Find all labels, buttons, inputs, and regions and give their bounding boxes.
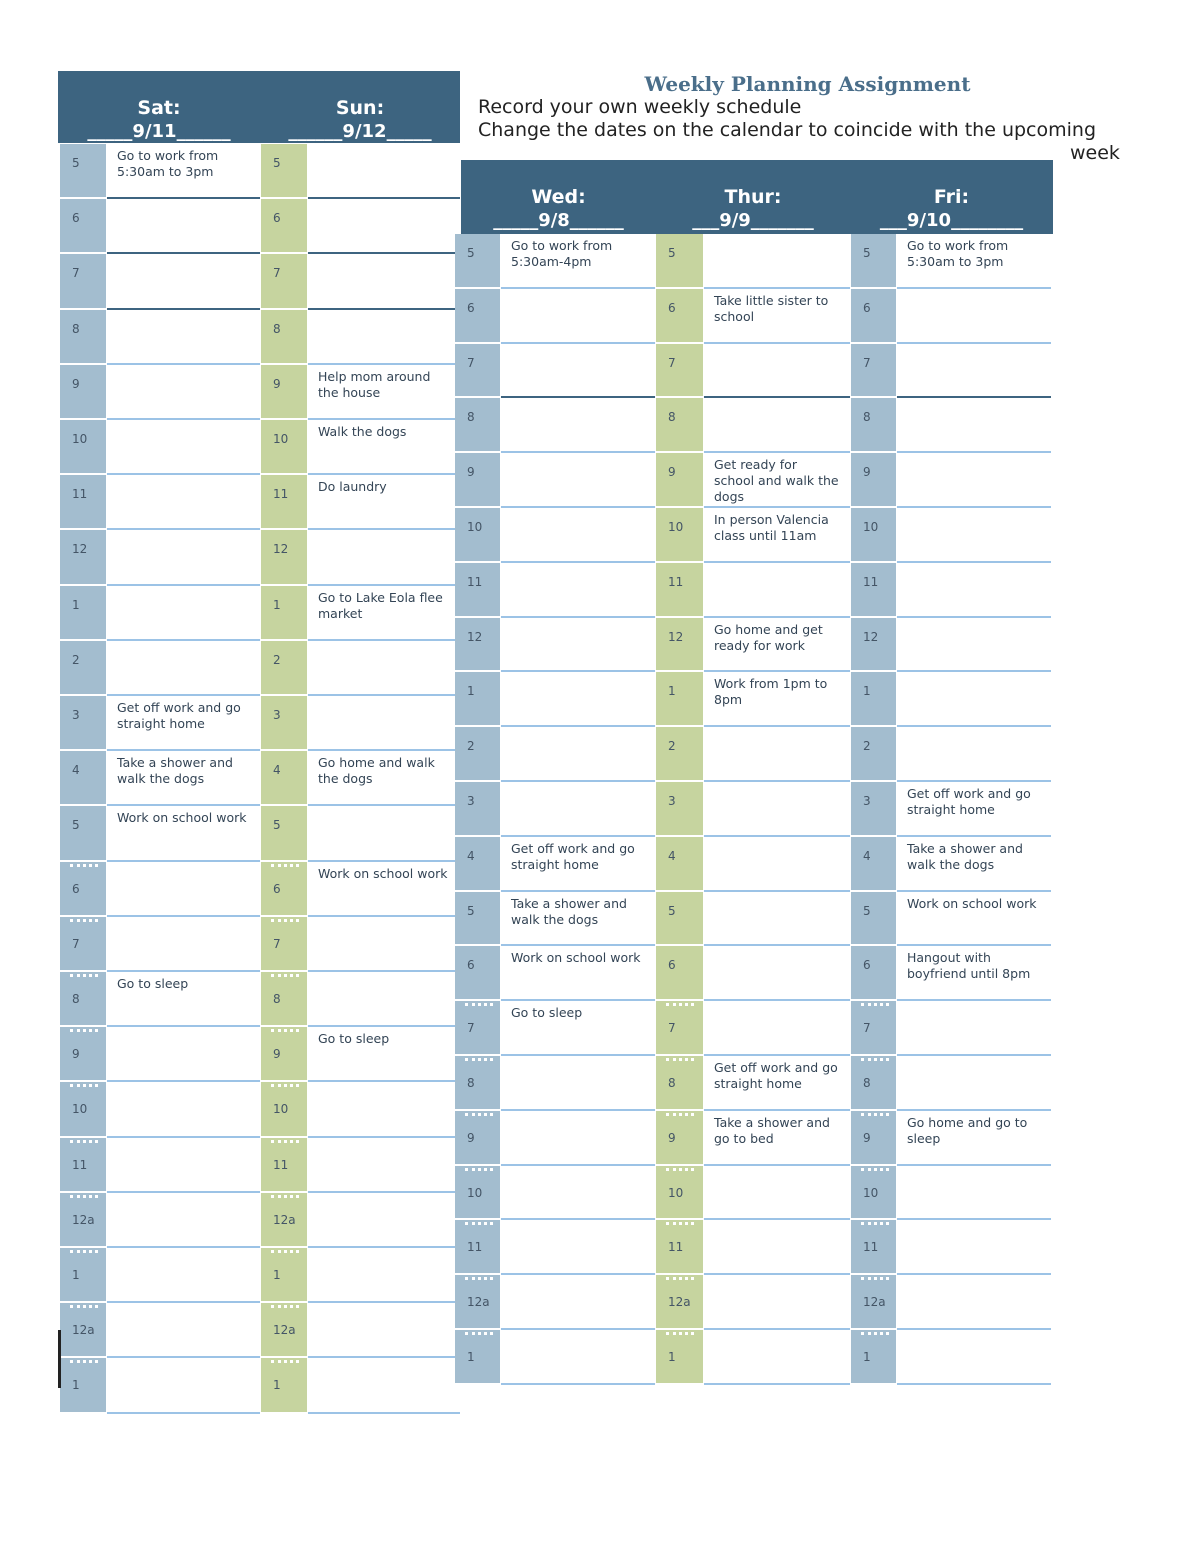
sat-entry[interactable] [107, 1193, 260, 1246]
thur-day-name: Thur: [724, 186, 782, 208]
wed-date[interactable]: _____9/8______ [493, 210, 624, 231]
wed-entry[interactable] [501, 782, 655, 835]
thur-entry[interactable]: Get ready for school and walk the dogs [704, 453, 850, 506]
sun-hour-label: 1 [261, 1248, 307, 1301]
thur-entry[interactable] [704, 782, 850, 835]
sat-hour-label: 11 [60, 1138, 106, 1191]
time-tick-icon [271, 919, 299, 922]
thur-entry[interactable] [704, 563, 850, 616]
wed-hour-label: 4 [455, 837, 500, 890]
wed-day-name: Wed: [531, 186, 586, 208]
sat-hour-label: 4 [60, 751, 106, 804]
wed-hour-label: 7 [455, 344, 500, 397]
fri-entry[interactable] [897, 289, 1051, 342]
sat-entry[interactable]: Go to sleep [107, 972, 260, 1025]
fri-hour-label: 1 [851, 672, 896, 725]
thur-entry[interactable]: Take little sister to school [704, 289, 850, 342]
wed-entry[interactable] [501, 1275, 655, 1328]
sat-hour-label: 6 [60, 862, 106, 915]
sun-hour-label: 8 [261, 310, 307, 363]
sat-hour-label: 6 [60, 199, 106, 252]
thur-entry[interactable] [704, 946, 850, 999]
left-border [58, 1330, 61, 1388]
sat-entry[interactable]: Take a shower and walk the dogs [107, 751, 260, 804]
wed-entry[interactable] [501, 344, 655, 397]
sun-day-name: Sun: [335, 97, 385, 119]
sun-hour-label: 9 [261, 1027, 307, 1080]
time-tick-icon [666, 1277, 694, 1280]
sun-hour-label: 8 [261, 972, 307, 1025]
fri-entry[interactable] [897, 508, 1051, 561]
wed-hour-label: 5 [455, 892, 500, 945]
wed-entry[interactable]: Go to work from 5:30am-4pm [501, 234, 655, 287]
time-tick-icon [666, 1332, 694, 1335]
sat-entry[interactable] [107, 1027, 260, 1080]
sat-hour-label: 9 [60, 1027, 106, 1080]
time-tick-icon [70, 1360, 98, 1363]
thur-entry[interactable] [704, 837, 850, 890]
wed-entry[interactable] [501, 1056, 655, 1109]
sat-entry[interactable] [107, 310, 260, 363]
thur-entry[interactable] [704, 1166, 850, 1219]
sat-hour-label: 1 [60, 586, 106, 639]
time-tick-icon [861, 1332, 889, 1335]
fri-entry[interactable] [897, 1001, 1051, 1054]
sun-hour-label: 11 [261, 475, 307, 528]
thur-entry[interactable] [704, 234, 850, 287]
wed-entry[interactable]: Go to sleep [501, 1001, 655, 1054]
fri-hour-label: 7 [851, 344, 896, 397]
sat-hour-label: 10 [60, 420, 106, 473]
sun-hour-label: 1 [261, 586, 307, 639]
time-tick-icon [861, 1003, 889, 1006]
fri-hour-label: 8 [851, 1056, 896, 1109]
sun-entry[interactable] [308, 1138, 460, 1191]
sat-entry[interactable] [107, 420, 260, 473]
fri-entry[interactable] [897, 672, 1051, 725]
thur-hour-label: 5 [656, 234, 703, 287]
sat-hour-label: 12a [60, 1193, 106, 1246]
sun-entry[interactable] [308, 1303, 460, 1356]
sat-entry[interactable] [107, 365, 260, 418]
thur-hour-label: 1 [656, 672, 703, 725]
sat-entry[interactable] [107, 199, 260, 252]
fri-entry[interactable] [897, 344, 1051, 397]
sat-hour-label: 8 [60, 310, 106, 363]
fri-entry[interactable] [897, 1330, 1051, 1383]
thur-entry[interactable]: Take a shower and go to bed [704, 1111, 850, 1164]
wed-header [461, 160, 656, 234]
sat-entry[interactable] [107, 641, 260, 694]
wed-entry[interactable] [501, 508, 655, 561]
page-title: Weekly Planning Assignment [644, 72, 971, 96]
time-tick-icon [465, 1003, 493, 1006]
fri-entry[interactable] [897, 1056, 1051, 1109]
sun-hour-label: 7 [261, 254, 307, 307]
sun-entry[interactable] [308, 806, 460, 859]
thur-entry[interactable] [704, 1220, 850, 1273]
thur-hour-label: 8 [656, 398, 703, 451]
sun-entry[interactable] [308, 1358, 460, 1411]
fri-entry[interactable] [897, 1166, 1051, 1219]
fri-date[interactable]: ___9/10________ [879, 210, 1024, 231]
time-tick-icon [271, 1140, 299, 1143]
instruction-line-1: Record your own weekly schedule [478, 96, 802, 118]
fri-entry[interactable]: Get off work and go straight home [897, 782, 1051, 835]
sun-entry[interactable] [308, 1248, 460, 1301]
sat-entry[interactable] [107, 1303, 260, 1356]
wed-hour-label: 2 [455, 727, 500, 780]
time-tick-icon [465, 1332, 493, 1335]
time-tick-icon [70, 1029, 98, 1032]
thur-entry[interactable] [704, 1330, 850, 1383]
sun-entry[interactable] [308, 310, 460, 363]
sat-entry[interactable] [107, 1248, 260, 1301]
sat-hour-label: 1 [60, 1358, 106, 1411]
sat-entry[interactable] [107, 1082, 260, 1135]
sat-hour-label: 2 [60, 641, 106, 694]
time-tick-icon [666, 1113, 694, 1116]
sun-hour-label: 11 [261, 1138, 307, 1191]
thur-header [656, 160, 850, 234]
time-tick-icon [271, 1195, 299, 1198]
fri-hour-label: 12 [851, 618, 896, 671]
thur-entry[interactable] [704, 727, 850, 780]
wed-hour-label: 9 [455, 453, 500, 506]
thur-row-divider [704, 1383, 850, 1385]
wed-hour-label: 7 [455, 1001, 500, 1054]
thur-hour-label: 7 [656, 344, 703, 397]
time-tick-icon [861, 1277, 889, 1280]
sun-header [260, 71, 460, 143]
fri-hour-label: 12a [851, 1275, 896, 1328]
sun-entry[interactable] [308, 696, 460, 749]
wed-entry[interactable] [501, 453, 655, 506]
time-tick-icon [271, 1250, 299, 1253]
wed-entry[interactable] [501, 563, 655, 616]
thur-entry[interactable]: Work from 1pm to 8pm [704, 672, 850, 725]
fri-row-divider [897, 1383, 1051, 1385]
thur-entry[interactable]: In person Valencia class until 11am [704, 508, 850, 561]
time-tick-icon [271, 1084, 299, 1087]
sun-entry[interactable]: Go to sleep [308, 1027, 460, 1080]
time-tick-icon [271, 1029, 299, 1032]
fri-hour-label: 7 [851, 1001, 896, 1054]
time-tick-icon [70, 1250, 98, 1253]
fri-hour-label: 9 [851, 1111, 896, 1164]
thur-hour-label: 7 [656, 1001, 703, 1054]
sat-entry[interactable] [107, 530, 260, 583]
sat-date[interactable]: _____9/11______ [87, 121, 231, 142]
thur-hour-label: 3 [656, 782, 703, 835]
wed-entry[interactable] [501, 1111, 655, 1164]
time-tick-icon [465, 1222, 493, 1225]
time-tick-icon [271, 864, 299, 867]
fri-hour-label: 3 [851, 782, 896, 835]
time-tick-icon [666, 1222, 694, 1225]
time-tick-icon [70, 1305, 98, 1308]
time-tick-icon [666, 1003, 694, 1006]
sun-hour-label: 5 [261, 806, 307, 859]
sat-hour-label: 3 [60, 696, 106, 749]
wed-hour-label: 9 [455, 1111, 500, 1164]
thur-entry[interactable] [704, 1275, 850, 1328]
time-tick-icon [465, 1277, 493, 1280]
sat-hour-label: 1 [60, 1248, 106, 1301]
sat-entry[interactable] [107, 254, 260, 307]
time-tick-icon [70, 919, 98, 922]
wed-entry[interactable] [501, 1220, 655, 1273]
sat-entry[interactable] [107, 1138, 260, 1191]
sun-row-divider [308, 1412, 460, 1414]
thur-hour-label: 9 [656, 453, 703, 506]
wed-hour-label: 1 [455, 672, 500, 725]
sun-hour-label: 6 [261, 862, 307, 915]
fri-hour-label: 2 [851, 727, 896, 780]
fri-hour-label: 5 [851, 234, 896, 287]
fri-hour-label: 5 [851, 892, 896, 945]
fri-hour-label: 6 [851, 289, 896, 342]
thur-hour-label: 12 [656, 618, 703, 671]
wed-hour-label: 10 [455, 1166, 500, 1219]
sun-hour-label: 12 [261, 530, 307, 583]
thur-hour-label: 9 [656, 1111, 703, 1164]
wed-entry[interactable] [501, 727, 655, 780]
wed-entry[interactable] [501, 289, 655, 342]
fri-entry[interactable]: Take a shower and walk the dogs [897, 837, 1051, 890]
fri-hour-label: 8 [851, 398, 896, 451]
wed-entry[interactable] [501, 1330, 655, 1383]
sun-entry[interactable] [308, 1193, 460, 1246]
time-tick-icon [70, 974, 98, 977]
time-tick-icon [666, 1168, 694, 1171]
time-tick-icon [271, 974, 299, 977]
thur-entry[interactable] [704, 1001, 850, 1054]
thur-hour-label: 1 [656, 1330, 703, 1383]
sun-hour-label: 12a [261, 1303, 307, 1356]
sun-entry[interactable] [308, 530, 460, 583]
fri-entry[interactable]: Go to work from 5:30am to 3pm [897, 234, 1051, 287]
sun-hour-label: 9 [261, 365, 307, 418]
sat-entry[interactable] [107, 586, 260, 639]
wed-entry[interactable]: Get off work and go straight home [501, 837, 655, 890]
wed-entry[interactable] [501, 398, 655, 451]
sun-entry[interactable] [308, 199, 460, 252]
wed-entry[interactable]: Take a shower and walk the dogs [501, 892, 655, 945]
sat-hour-label: 12a [60, 1303, 106, 1356]
fri-hour-label: 4 [851, 837, 896, 890]
thur-hour-label: 6 [656, 946, 703, 999]
thur-entry[interactable]: Get off work and go straight home [704, 1056, 850, 1109]
sun-hour-label: 10 [261, 1082, 307, 1135]
fri-hour-label: 11 [851, 563, 896, 616]
fri-entry[interactable]: Go home and go to sleep [897, 1111, 1051, 1164]
thur-hour-label: 11 [656, 563, 703, 616]
fri-entry[interactable]: Work on school work [897, 892, 1051, 945]
sat-day-name: Sat: [137, 97, 181, 119]
fri-entry[interactable] [897, 453, 1051, 506]
thur-hour-label: 12a [656, 1275, 703, 1328]
sun-hour-label: 5 [261, 144, 307, 197]
sat-hour-label: 5 [60, 144, 106, 197]
wed-hour-label: 6 [455, 289, 500, 342]
sun-entry[interactable] [308, 972, 460, 1025]
wed-entry[interactable] [501, 672, 655, 725]
sat-hour-label: 7 [60, 917, 106, 970]
instruction-line-3: week [1070, 142, 1120, 164]
time-tick-icon [70, 1084, 98, 1087]
time-tick-icon [70, 864, 98, 867]
fri-hour-label: 9 [851, 453, 896, 506]
thur-hour-label: 4 [656, 837, 703, 890]
fri-hour-label: 6 [851, 946, 896, 999]
fri-hour-label: 1 [851, 1330, 896, 1383]
wed-entry[interactable]: Work on school work [501, 946, 655, 999]
sun-hour-label: 4 [261, 751, 307, 804]
time-tick-icon [465, 1058, 493, 1061]
wed-hour-label: 11 [455, 563, 500, 616]
sat-entry[interactable] [107, 917, 260, 970]
sun-entry[interactable] [308, 144, 460, 197]
thur-entry[interactable] [704, 892, 850, 945]
sun-hour-label: 6 [261, 199, 307, 252]
time-tick-icon [465, 1113, 493, 1116]
sun-entry[interactable]: Do laundry [308, 475, 460, 528]
wed-hour-label: 12a [455, 1275, 500, 1328]
fri-entry[interactable] [897, 563, 1051, 616]
sun-entry[interactable] [308, 1082, 460, 1135]
sat-header [58, 71, 260, 143]
fri-entry[interactable] [897, 618, 1051, 671]
sun-entry[interactable]: Go to Lake Eola flee market [308, 586, 460, 639]
sun-date[interactable]: ______9/12_____ [288, 121, 432, 142]
sun-entry[interactable] [308, 917, 460, 970]
sat-entry[interactable] [107, 1358, 260, 1411]
time-tick-icon [861, 1113, 889, 1116]
sun-entry[interactable]: Help mom around the house [308, 365, 460, 418]
sun-entry[interactable]: Go home and walk the dogs [308, 751, 460, 804]
wed-hour-label: 12 [455, 618, 500, 671]
sat-hour-label: 9 [60, 365, 106, 418]
sun-hour-label: 2 [261, 641, 307, 694]
wed-entry[interactable] [501, 1166, 655, 1219]
time-tick-icon [271, 1360, 299, 1363]
fri-hour-label: 11 [851, 1220, 896, 1273]
thur-entry[interactable] [704, 398, 850, 451]
thur-hour-label: 11 [656, 1220, 703, 1273]
fri-entry[interactable] [897, 727, 1051, 780]
wed-hour-label: 10 [455, 508, 500, 561]
time-tick-icon [70, 1195, 98, 1198]
wed-hour-label: 8 [455, 1056, 500, 1109]
fri-header [850, 160, 1053, 234]
sun-hour-label: 1 [261, 1358, 307, 1411]
thur-hour-label: 6 [656, 289, 703, 342]
time-tick-icon [861, 1222, 889, 1225]
time-tick-icon [861, 1168, 889, 1171]
fri-hour-label: 10 [851, 508, 896, 561]
sat-entry[interactable] [107, 862, 260, 915]
fri-entry[interactable] [897, 1275, 1051, 1328]
wed-hour-label: 5 [455, 234, 500, 287]
thur-hour-label: 2 [656, 727, 703, 780]
sun-hour-label: 12a [261, 1193, 307, 1246]
sun-entry[interactable] [308, 254, 460, 307]
sat-hour-label: 11 [60, 475, 106, 528]
thur-entry[interactable]: Go home and get ready for work [704, 618, 850, 671]
sun-hour-label: 7 [261, 917, 307, 970]
sat-hour-label: 12 [60, 530, 106, 583]
sat-hour-label: 7 [60, 254, 106, 307]
sun-entry[interactable] [308, 641, 460, 694]
time-tick-icon [666, 1058, 694, 1061]
sun-hour-label: 3 [261, 696, 307, 749]
wed-hour-label: 11 [455, 1220, 500, 1273]
sat-hour-label: 10 [60, 1082, 106, 1135]
thur-date[interactable]: ___9/9_______ [692, 210, 814, 231]
wed-entry[interactable] [501, 618, 655, 671]
wed-row-divider [501, 1383, 655, 1385]
sun-entry[interactable]: Walk the dogs [308, 420, 460, 473]
instruction-line-2: Change the dates on the calendar to coincide with the upcoming [478, 119, 1097, 141]
wed-hour-label: 1 [455, 1330, 500, 1383]
time-tick-icon [465, 1168, 493, 1171]
thur-hour-label: 10 [656, 1166, 703, 1219]
fri-entry[interactable]: Hangout with boyfriend until 8pm [897, 946, 1051, 999]
wed-hour-label: 6 [455, 946, 500, 999]
wed-hour-label: 8 [455, 398, 500, 451]
fri-day-name: Fri: [933, 186, 970, 208]
thur-hour-label: 5 [656, 892, 703, 945]
sat-entry[interactable]: Go to work from 5:30am to 3pm [107, 144, 260, 197]
sat-hour-label: 5 [60, 806, 106, 859]
time-tick-icon [70, 1140, 98, 1143]
fri-hour-label: 10 [851, 1166, 896, 1219]
sat-row-divider [107, 1412, 260, 1414]
sat-hour-label: 8 [60, 972, 106, 1025]
sun-hour-label: 10 [261, 420, 307, 473]
thur-hour-label: 10 [656, 508, 703, 561]
sat-entry[interactable]: Work on school work [107, 806, 260, 859]
sun-entry[interactable]: Work on school work [308, 862, 460, 915]
time-tick-icon [861, 1058, 889, 1061]
sat-entry[interactable] [107, 475, 260, 528]
thur-entry[interactable] [704, 344, 850, 397]
fri-entry[interactable] [897, 1220, 1051, 1273]
wed-hour-label: 3 [455, 782, 500, 835]
thur-hour-label: 8 [656, 1056, 703, 1109]
fri-entry[interactable] [897, 398, 1051, 451]
time-tick-icon [271, 1305, 299, 1308]
sat-entry[interactable]: Get off work and go straight home [107, 696, 260, 749]
